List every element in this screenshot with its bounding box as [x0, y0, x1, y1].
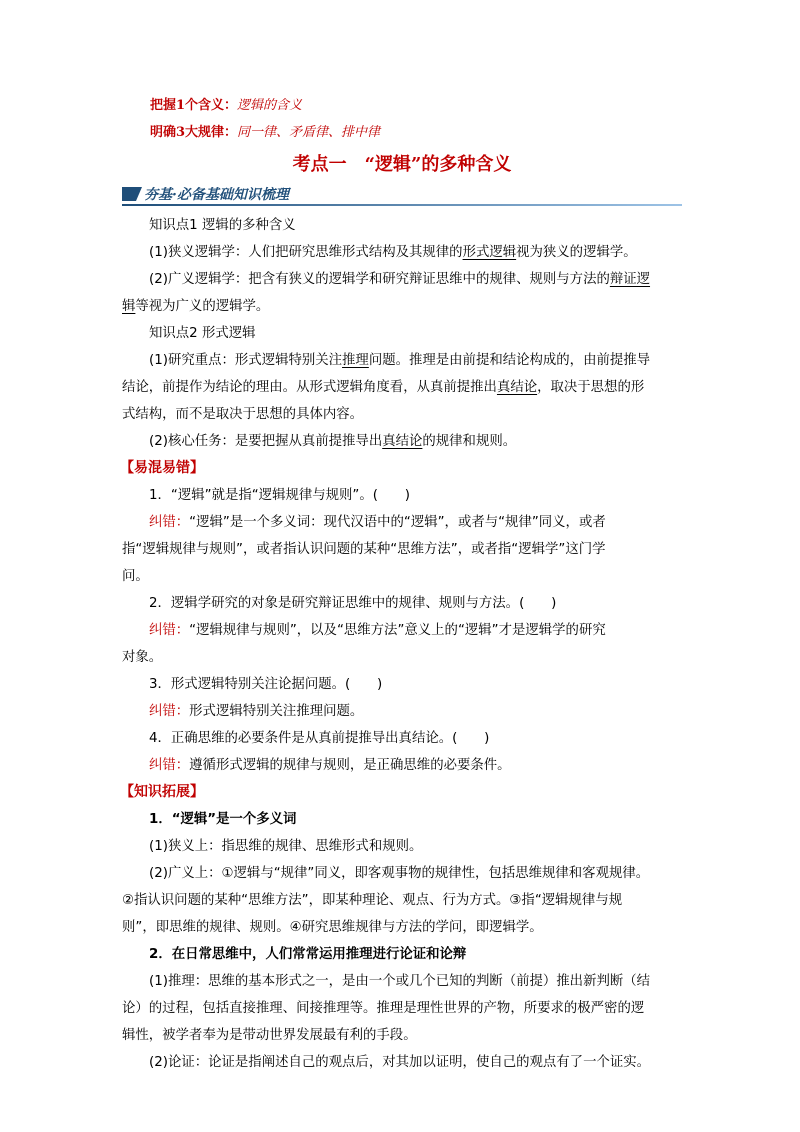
- intro-label-1: 把握1个含义：: [150, 98, 238, 113]
- kp1-paragraph-2: [122, 266, 682, 320]
- expand-text: (1)推理：思维的基本形式之一，是由一个或几个已知的判断（前提）推出新判断（结: [149, 974, 651, 989]
- kp2-p1-text-2: 问题。推理是由前提和结论构成的，由前提推导: [368, 353, 651, 368]
- expand-s2-p1: [122, 968, 682, 1049]
- confusion-heading: 【易混易错】: [120, 460, 204, 476]
- kp1-paragraph-1: [122, 239, 682, 266]
- banner-rule: [122, 204, 682, 206]
- kp2-p1-text: (1)研究重点：形式逻辑特别关注: [149, 353, 343, 368]
- confusion-q2: 2．逻辑学研究的对象是研究辩证思维中的规律、规则与方法。( ): [149, 596, 557, 611]
- fix-label: 纠错：: [149, 704, 190, 719]
- intro-line-1: [150, 92, 682, 119]
- kp1-p2-underline-2: 辑: [122, 299, 136, 314]
- expand-text: 辑性，被学者奉为是带动世界发展最有利的手段。: [122, 1028, 417, 1043]
- expand-s2-p2: (2)论证：论证是指阐述自己的观点后，对其加以证明，使自己的观点有了一个证实。: [149, 1055, 651, 1070]
- kp1-p2-text-end: 等视为广义的逻辑学。: [135, 299, 270, 314]
- kp2-paragraph-1: [122, 347, 682, 428]
- fix-label: 纠错：: [149, 623, 190, 638]
- expand-s1-p1: (1)狭义上：指思维的规律、思维形式和规则。: [149, 839, 423, 854]
- intro-line-2: [150, 119, 682, 146]
- kp2-heading: 知识点2 形式逻辑: [149, 326, 256, 341]
- expand-s1-title: 1．“逻辑”是一个多义词: [149, 812, 297, 827]
- confusion-q4: 4．正确思维的必要条件是从真前提推导出真结论。( ): [149, 731, 490, 746]
- confusion-fix3: [122, 698, 682, 725]
- intro-label-2: 明确3大规律：: [150, 125, 238, 140]
- expand-text: 论）的过程，包括直接推理、间接推理等。推理是理性世界的产物，所要求的极严密的逻: [122, 1001, 645, 1016]
- banner-bar-icon: [122, 187, 142, 201]
- intro-block: [150, 92, 682, 146]
- kp2-p1-underline-2: 真结论: [496, 380, 538, 395]
- fix-text: 指“逻辑规律与规则”，或者指认识问题的某种“思维方法”，或者指“逻辑学”这门学: [122, 542, 606, 557]
- confusion-q3: 3．形式逻辑特别关注论据问题。( ): [149, 677, 383, 692]
- document-page: [122, 92, 682, 1076]
- confusion-fix1: [122, 509, 682, 590]
- kp1-p1-text-end: 视为狭义的逻辑学。: [516, 245, 637, 260]
- banner-text: 夯基·必备基础知识梳理: [144, 187, 289, 203]
- confusion-q1: 1．“逻辑”就是指“逻辑规律与规则”。( ): [149, 488, 410, 503]
- kp2-p1-text-4: ，取决于思想的形: [537, 380, 645, 395]
- expand-text: (2)广义上：①逻辑与“规律”同义，即客观事物的规律性，包括思维规律和客观规律。: [149, 866, 650, 881]
- kp1-p1-underline: 形式逻辑: [462, 245, 517, 260]
- fix-text: 对象。: [122, 650, 163, 665]
- kp1-p2-underline: 辩证逻: [609, 272, 651, 287]
- fix-text: “逻辑规律与规则”，以及“思维方法”意义上的“逻辑”才是逻辑学的研究: [189, 623, 606, 638]
- kp1-heading: 知识点1 逻辑的多种含义: [149, 218, 296, 233]
- fix-text: 遵循形式逻辑的规律与规则，是正确思维的必要条件。: [189, 758, 511, 773]
- expand-s2-title: 2．在日常思维中，人们常常运用推理进行论证和论辩: [149, 947, 467, 962]
- kp2-p1-underline: 推理: [342, 353, 369, 368]
- fix-label: 纠错：: [149, 515, 190, 530]
- expand-heading: 【知识拓展】: [120, 784, 204, 800]
- fix-label: 纠错：: [149, 758, 190, 773]
- section-banner: [122, 184, 682, 206]
- kp2-p2-underline: 真结论: [382, 434, 423, 449]
- expand-text: ②指认识问题的某种“思维方法”，即某种理论、观点、行为方式。③指“逻辑规律与规: [122, 893, 623, 908]
- fix-text: “逻辑”是一个多义词：现代汉语中的“逻辑”，或者与“规律”同义，或者: [189, 515, 606, 530]
- kp1-p1-text: (1)狭义逻辑学：人们把研究思维形式结构及其规律的: [149, 245, 463, 260]
- expand-s1-p2: [122, 860, 682, 941]
- kp2-p2-text-end: 的规律和规则。: [422, 434, 517, 449]
- intro-value-2: 同一律、矛盾律、排中律: [237, 125, 381, 140]
- fix-text: 形式逻辑特别关注推理问题。: [189, 704, 364, 719]
- kp1-p2-text: (2)广义逻辑学：把含有狭义的逻辑学和研究辩证思维中的规律、规则与方法的: [149, 272, 610, 287]
- kp2-paragraph-2: [122, 428, 682, 455]
- confusion-fix4: [122, 752, 682, 779]
- confusion-fix2: [122, 617, 682, 671]
- kp2-p2-text: (2)核心任务：是要把握从真前提推导出: [149, 434, 383, 449]
- fix-text: 问。: [122, 569, 149, 584]
- expand-text: 则”，即思维的规律、规则。④研究思维规律与方法的学问，即逻辑学。: [122, 920, 543, 935]
- page-title: 考点一 “逻辑”的多种含义: [292, 154, 512, 175]
- intro-value-1: 逻辑的含义: [237, 98, 303, 113]
- kp2-p1-text-5: 式结构，而不是取决于思想的具体内容。: [122, 407, 364, 422]
- kp2-p1-text-3: 结论，前提作为结论的理由。从形式逻辑角度看，从真前提推出: [122, 380, 497, 395]
